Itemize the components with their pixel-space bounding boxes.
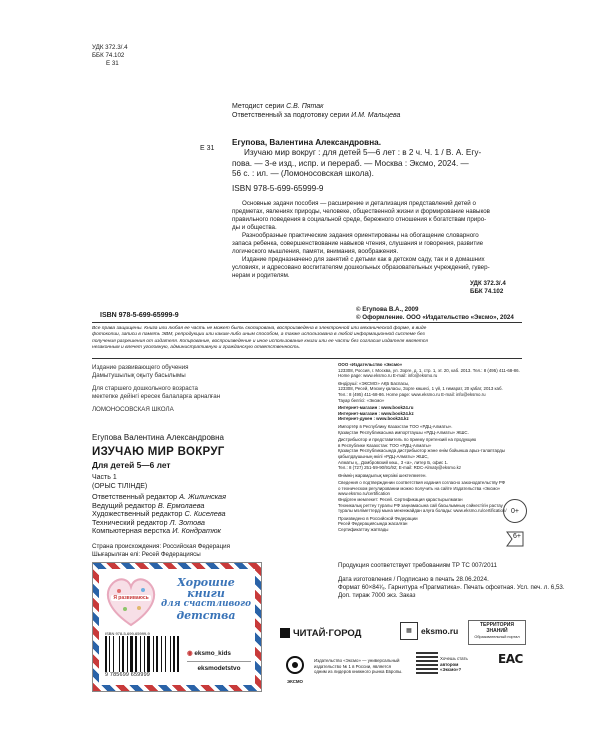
publisher-info-line: 123308, Ресей, Мәскеу қаласы, Зорге көшесі, 1 үй, 1 ғимарат, 20 қабат, 2013 каб. <box>338 386 503 392</box>
staff-label: Технический редактор <box>92 517 168 527</box>
publisher-blurb <box>314 658 410 675</box>
responsible-name: И.М. Мальцева <box>351 112 401 119</box>
annotation-line: Издание предназначено для занятий с детьми как в детском саду, так и в домашних <box>242 256 485 263</box>
publisher-info-line: қабылдаушының өкілі «РДЦ-Алматы» ЖШС, <box>338 453 429 459</box>
annotation <box>232 200 524 280</box>
kids-link2[interactable]: eksmodetstvo <box>197 665 241 672</box>
heart-badge <box>103 575 159 627</box>
eksmo-logo-text: ЭКСМО <box>287 679 303 684</box>
barcode-bar <box>177 636 179 672</box>
rights-line: Все права защищены. Книга или любая ее часть не может быть скопирована, воспроизведена в электронной или механической форме, в виде <box>92 326 427 331</box>
barcode-bar <box>165 636 166 672</box>
promo-inner <box>99 569 255 685</box>
annotation-line: ды и общества. <box>232 224 277 231</box>
entry-line-2: пова. — 3-е изд., испр. и перераб. — Москва : Эксмо, 2024. — <box>232 158 469 168</box>
qr-icon: ▦ <box>400 622 418 640</box>
staff-name: А. Жилинская <box>179 492 227 501</box>
staff-name: Л. Зотова <box>169 517 205 527</box>
barcode-bar <box>161 636 162 672</box>
promo-line1: Хорошие <box>177 576 235 589</box>
promo-line2: книги <box>187 587 225 600</box>
eksmo-icon <box>286 656 304 674</box>
top-codes <box>92 44 128 68</box>
series-credits <box>232 102 400 120</box>
chitai-gorod-icon <box>280 628 290 638</box>
barcode-bar <box>113 636 114 672</box>
territory-line2: ЗНАНИЙ <box>486 628 508 634</box>
publisher-info-line: Өндіруші: «ЭКСМО» АҚБ Баспасы, <box>338 380 410 386</box>
rights-line: фотокопии, записи в память ЭВМ, репродукции или каким-либо иным способом, а также использована в любой информационной системе без <box>92 332 425 338</box>
methodist-name: С.В. Пятак <box>286 103 324 110</box>
barcode-bar <box>109 636 110 672</box>
invite-line: Хочешь стать <box>440 656 468 661</box>
publisher-info-line: Техникалық реттеу туралы РФ заңнамасына сай басылымның сәйкестігін растау <box>338 502 503 508</box>
barcode-bar <box>140 636 141 672</box>
publisher-info-line: в Республике Казахстан: ТОО «РДЦ-Алматы» <box>338 442 432 448</box>
instagram-icon: ◉ <box>187 650 193 657</box>
social-links <box>187 647 251 676</box>
methodist-label: Методист серии <box>232 103 285 110</box>
barcode-bar <box>127 636 128 672</box>
publisher-info <box>338 362 528 533</box>
eksmo-site-logo <box>400 622 458 640</box>
staff-label: Компьютерная верстка <box>92 526 171 536</box>
publisher-info-line: Алматы қ., Домбровский көш., 3 «а», литер Б, офис 1. <box>338 459 449 465</box>
publisher-info-line: ООО «Издательство «Эксмо» <box>338 362 403 367</box>
kids-link[interactable]: eksmo_kids <box>194 650 231 657</box>
heart-badge-title: Я развиваюсь <box>111 595 151 601</box>
barcode-block <box>105 631 179 678</box>
print-info <box>338 576 565 600</box>
barcode-bar <box>156 636 158 672</box>
territory-line1: ТЕРРИТОРИЯ <box>480 622 514 628</box>
publisher-info-line: Интернет-магазин : www.book24.ru <box>338 405 414 411</box>
promo-envelope <box>92 562 262 692</box>
rights-notice <box>92 326 520 352</box>
qr-code-icon[interactable] <box>416 652 438 674</box>
blurb-line: одним из лидеров книжного рынка Европы. <box>314 669 403 675</box>
edition-info <box>92 364 312 414</box>
annotation-line: Разнообразные практические задания ориентированы на обогащение словарного <box>242 232 479 239</box>
barcode-bar <box>119 636 120 672</box>
edition-line: ЛОМОНОСОВСКАЯ ШКОЛА <box>92 406 174 413</box>
edition-line: Издание развивающего обучения <box>92 364 189 371</box>
publisher-info-line: Дистрибьютор и представитель по приему претензий на продукцию <box>338 437 477 443</box>
entry-code: Е 31 <box>200 145 215 152</box>
barcode-bar <box>135 636 137 672</box>
publisher-info-line: www.eksmo.ru/certification <box>338 491 390 497</box>
annotation-bbk: ББК 74.102 <box>470 288 504 295</box>
promo-line3: для счастливого <box>161 599 251 609</box>
publisher-info-line: Өнімнің жарамдылық мерзімі шектелмеген. <box>338 472 427 478</box>
blurb-line: издательство № 1 в России, является <box>314 663 391 669</box>
publisher-info-line: Сведения о подтверждении соответствия издания согласно законодательству РФ <box>338 480 506 486</box>
annotation-line: нерам и родителям. <box>232 272 290 279</box>
staff-name: С. Киселева <box>184 509 226 519</box>
staff-label: Ведущий редактор <box>92 500 156 510</box>
barcode-bar <box>130 636 133 672</box>
trts-line: Продукция соответствует требованиям ТР ТС 007/2011 <box>338 562 497 569</box>
promo-title <box>161 577 251 621</box>
book-subtitle: Для детей 5—6 лет <box>92 460 171 470</box>
entry-line-3: 56 с. : ил. — (Ломоносовская школа). <box>232 169 374 179</box>
eksmo-site-text[interactable]: eksmo.ru <box>421 626 459 636</box>
publisher-info-line: Сертификаттау жатпады <box>338 527 389 533</box>
publisher-info-line: о техническом регулировании можно получить на сайте Издательства «Эксмо» <box>338 485 501 491</box>
publisher-info-line: Home page: www.eksmo.ru E-mail: info@eksmo.ru <box>338 373 438 379</box>
publisher-info-line: Интернет-дүкен : www.book24.kz <box>338 416 409 422</box>
blurb-line: Издательство «Эксмо» — универсальный <box>314 658 400 663</box>
publisher-info-line: Интернет-магазин : www.book24.kz <box>338 410 414 416</box>
rights-line: получения разрешения от издателя. Копирование, воспроизведение и иное использование книги или ее части без согласия издателя является <box>92 338 428 344</box>
origin-kz: Шығарылған елі: Ресей Федерациясы <box>92 551 201 558</box>
top-bbk: ББК 74.102 <box>92 52 125 59</box>
annotation-line: предметах, явлениях природы, человеке, общественной жизни и формирование навыков <box>232 208 490 215</box>
copyright-isbn: ISBN 978-5-699-65999-9 <box>100 312 179 319</box>
barcode-digits: 9 785699 659999 <box>105 672 150 678</box>
divider <box>92 322 522 323</box>
annotation-line: Основные задачи пособия — расширение и детализация представлений детей о <box>242 200 476 207</box>
annotation-line: условиях, и адресовано воспитателям дошкольных образовательных учреждений, гувер- <box>232 264 490 271</box>
publisher-info-line: Қазақстан Республикасында дистрибьютор және өнім бойынша арыз-талаптарды <box>338 448 506 454</box>
top-udk: УДК 372.3/.4 <box>92 44 128 51</box>
promo-line4: детства <box>176 609 236 622</box>
rights-line: незаконным и влечет уголовную, административную и гражданскую ответственность. <box>92 345 301 351</box>
barcode-isbn: ISBN 978-5-699-65999-9 <box>105 631 150 636</box>
invite-line: автором «Эксмо»? <box>440 661 462 673</box>
publisher-info-line: туралы мәліметтерді мына мекенжайдан алуға болады: www.eksmo.ru/certification/ <box>338 508 507 514</box>
staff-name: И. Кондратюк <box>172 526 221 536</box>
edition-line: Для старшего дошкольного возраста <box>92 385 198 392</box>
divider <box>92 358 522 359</box>
barcode-bar <box>153 636 154 672</box>
copyright-author: © Егупова В.А., 2009 <box>356 306 419 313</box>
territory-logo <box>468 620 526 645</box>
publisher-info-line: 123308, Россия, г. Москва, ул. Зорге, д. 1, стр. 1, эт. 20, каб. 2013. Тел.: 8 (495) 411-68-86. <box>338 367 520 373</box>
book-part <box>92 473 147 491</box>
heart-icon <box>103 575 159 627</box>
publisher-info-line: Қазақстан Республикасына импорттаушы «РДЦ-Алматы» ЖШС. <box>338 429 469 435</box>
chitai-gorod-text: ЧИТАЙ·ГОРОД <box>293 627 362 639</box>
edition-line: мектепке дейінгі ересек балаларға арналған <box>92 393 221 400</box>
annotation-line: логического мышления, памяти, внимания, воображения. <box>232 248 399 255</box>
origin-ru: Страна происхождения: Российская Федерация <box>92 543 230 550</box>
print-line: Дата изготовления / Подписано в печать 28.06.2024. <box>338 576 489 583</box>
left-author: Егупова Валентина Александровна <box>92 433 225 442</box>
copyright-block <box>356 306 514 322</box>
origin <box>92 543 230 559</box>
publisher-info-line: Ресей Федерациясында жасалған <box>338 521 408 527</box>
entry-line-1: Изучаю мир вокруг : для детей 5—6 лет : в 2 ч. Ч. 1 / В. А. Егу- <box>244 148 482 158</box>
copyright-design: © Оформление. ООО «Издательство «Эксмо», 2024 <box>356 314 514 321</box>
author-invite <box>440 656 476 673</box>
annotation-udk: УДК 372.3/.4 <box>470 280 506 287</box>
barcode-bars <box>105 636 177 672</box>
responsible-label: Ответственный за подготовку серии <box>232 112 350 119</box>
age-rating-badge-2 <box>505 530 525 548</box>
publisher-info-line: Тауар белгісі: «Эксмо» <box>338 397 385 403</box>
entry-author: Егупова, Валентина Александровна. <box>232 138 381 147</box>
staff-label: Художественный редактор <box>92 509 183 519</box>
print-line: Доп. тираж 7000 экз. Заказ <box>338 592 416 599</box>
top-code: Е 31 <box>106 60 119 67</box>
staff-label: Ответственный редактор <box>92 492 178 501</box>
staff-name: В. Ермолаева <box>157 500 205 510</box>
annotation-codes <box>470 280 506 296</box>
barcode-bar <box>147 636 150 672</box>
age-rating-label: 6+ <box>513 533 521 540</box>
territory-note: Образовательный портал <box>474 635 520 639</box>
publisher-info-line: Импортёр в Республику Казахстан ТОО «РДЦ-Алматы». <box>338 423 453 429</box>
barcode-bar <box>105 636 107 672</box>
barcode-bar <box>144 636 145 672</box>
barcode-bar <box>170 636 171 672</box>
part-kz: (ОРЫС ТІЛІНДЕ) <box>92 483 148 490</box>
entry-isbn: ISBN 978-5-699-65999-9 <box>232 183 324 193</box>
annotation-line: правильного поведения в социальной среде, бережного отношения к богатствам приро- <box>232 216 487 223</box>
book-title: ИЗУЧАЮ МИР ВОКРУГ <box>92 446 225 458</box>
catalog-entry <box>232 138 522 194</box>
publisher-info-line: Өндірген мемлекет: Ресей. Сертификация қарастырылмаған <box>338 497 463 503</box>
part-label: Часть 1 <box>92 474 117 481</box>
publisher-info-line: Тел.: 8 (727) 251-59-90/91/92; E-mail: RDC-Almaty@eksmo.kz <box>338 465 462 471</box>
staff-list <box>92 493 226 536</box>
barcode-bar <box>173 636 175 672</box>
chitai-gorod-logo <box>280 622 361 644</box>
publisher-info-line: Произведено в Российской Федерации <box>338 515 418 521</box>
age-rating-badge: 0+ <box>503 499 527 523</box>
eksmo-logo <box>282 656 308 684</box>
eac-mark: ЕАС <box>498 652 523 666</box>
print-line: Формат 60×84¹⁄₈. Гарнитура «Прагматика». Печать офсетная. Усл. печ. л. 6,53. <box>338 584 565 591</box>
annotation-line: запаса ребенка, совершенствование навыков чтения, слушания и говорения, развитие <box>232 240 484 247</box>
edition-line: Дамытушылық оқыту басылымы <box>92 372 186 379</box>
publisher-info-line: Тел.: 8 (495) 411-68-86. Home page: www.eksmo.ru E-mail: info@eksmo.ru <box>338 391 486 397</box>
barcode-bar <box>122 636 124 672</box>
